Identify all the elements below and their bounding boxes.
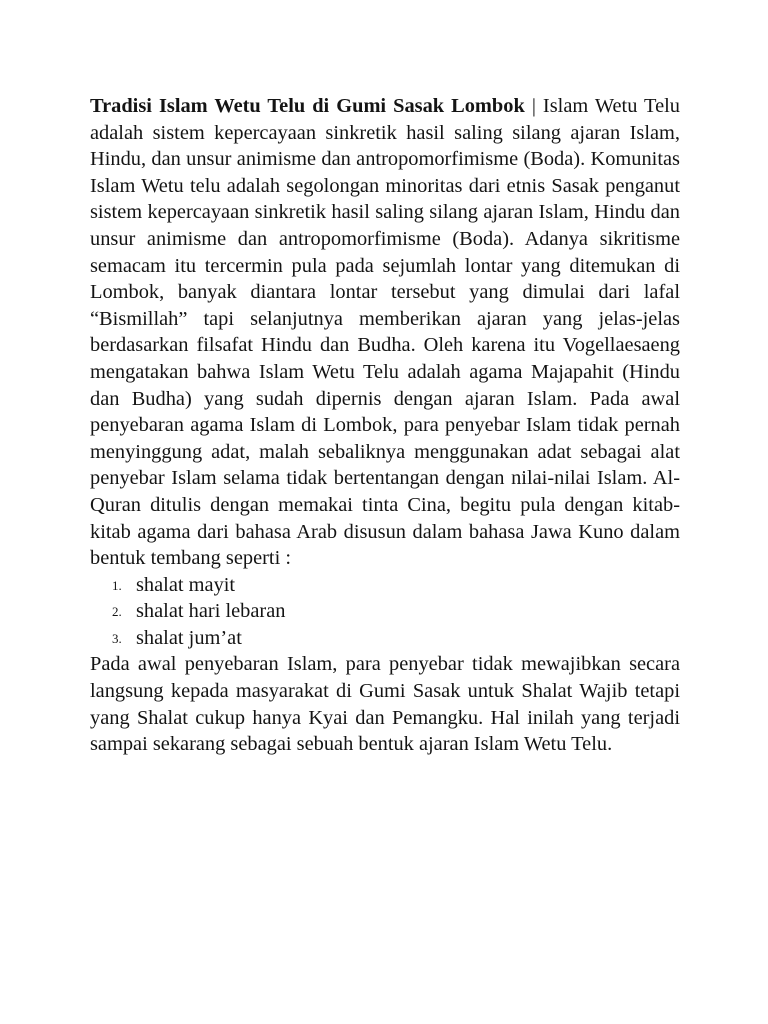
list-item xyxy=(90,572,680,599)
list-item-text: shalat jum’at xyxy=(136,626,242,649)
list-item-number: 3. xyxy=(112,630,122,646)
numbered-list xyxy=(90,572,680,652)
list-item-text: shalat mayit xyxy=(136,573,236,596)
list-item-number: 2. xyxy=(112,604,122,620)
document-body xyxy=(90,93,680,758)
list-item xyxy=(90,598,680,625)
intro-paragraph xyxy=(90,93,680,572)
list-item-number: 1. xyxy=(112,577,122,593)
closing-paragraph: Pada awal penyebaran Islam, para penyebar tidak mewajibkan secara langsung kepada masyarakat di Gumi Sasak untuk Shalat Wajib tetapi yang Shalat cukup hanya Kyai dan Pemangku. Hal inilah yang terjadi sampai sekarang sebagai sebuah bentuk ajaran Islam Wetu Telu. xyxy=(90,653,680,756)
document-title: Tradisi Islam Wetu Telu di Gumi Sasak Lombok xyxy=(90,95,525,117)
list-item-text: shalat hari lebaran xyxy=(136,600,286,623)
list-item xyxy=(90,625,680,652)
title-separator: | xyxy=(524,95,543,117)
intro-text: Islam Wetu Telu adalah sistem kepercayaan sinkretik hasil saling silang ajaran Islam, Hindu, dan unsur animisme dan antropomorfimisme (Boda). Komunitas Islam Wetu telu adalah segolongan minoritas dari etnis Sasak penganut sistem kepercayaan sinkretik hasil saling silang ajaran Islam, Hindu dan unsur animisme dan antropomorfimisme (Boda). Adanya sikritisme semacam itu tercermin pula pada sejumlah lontar yang ditemukan di Lombok, banyak diantara lontar tersebut yang dimulai dari lafal “Bismillah” tapi selanjutnya memberikan ajaran yang jelas-jelas berdasarkan filsafat Hindu dan Budha. Oleh karena itu Vogellaesaeng mengatakan bahwa Islam Wetu Telu adalah agama Majapahit (Hindu dan Budha) yang sudah dipernis dengan ajaran Islam. Pada awal penyebaran agama Islam di Lombok, para penyebar Islam tidak pernah menyinggung adat, malah sebaliknya menggunakan adat sebagai alat penyebar Islam selama tidak bertentangan dengan nilai-nilai Islam. Al-Quran ditulis dengan memakai tinta Cina, begitu pula dengan kitab-kitab agama dari bahasa Arab disusun dalam bahasa Jawa Kuno dalam bentuk tembang seperti : xyxy=(90,95,680,570)
